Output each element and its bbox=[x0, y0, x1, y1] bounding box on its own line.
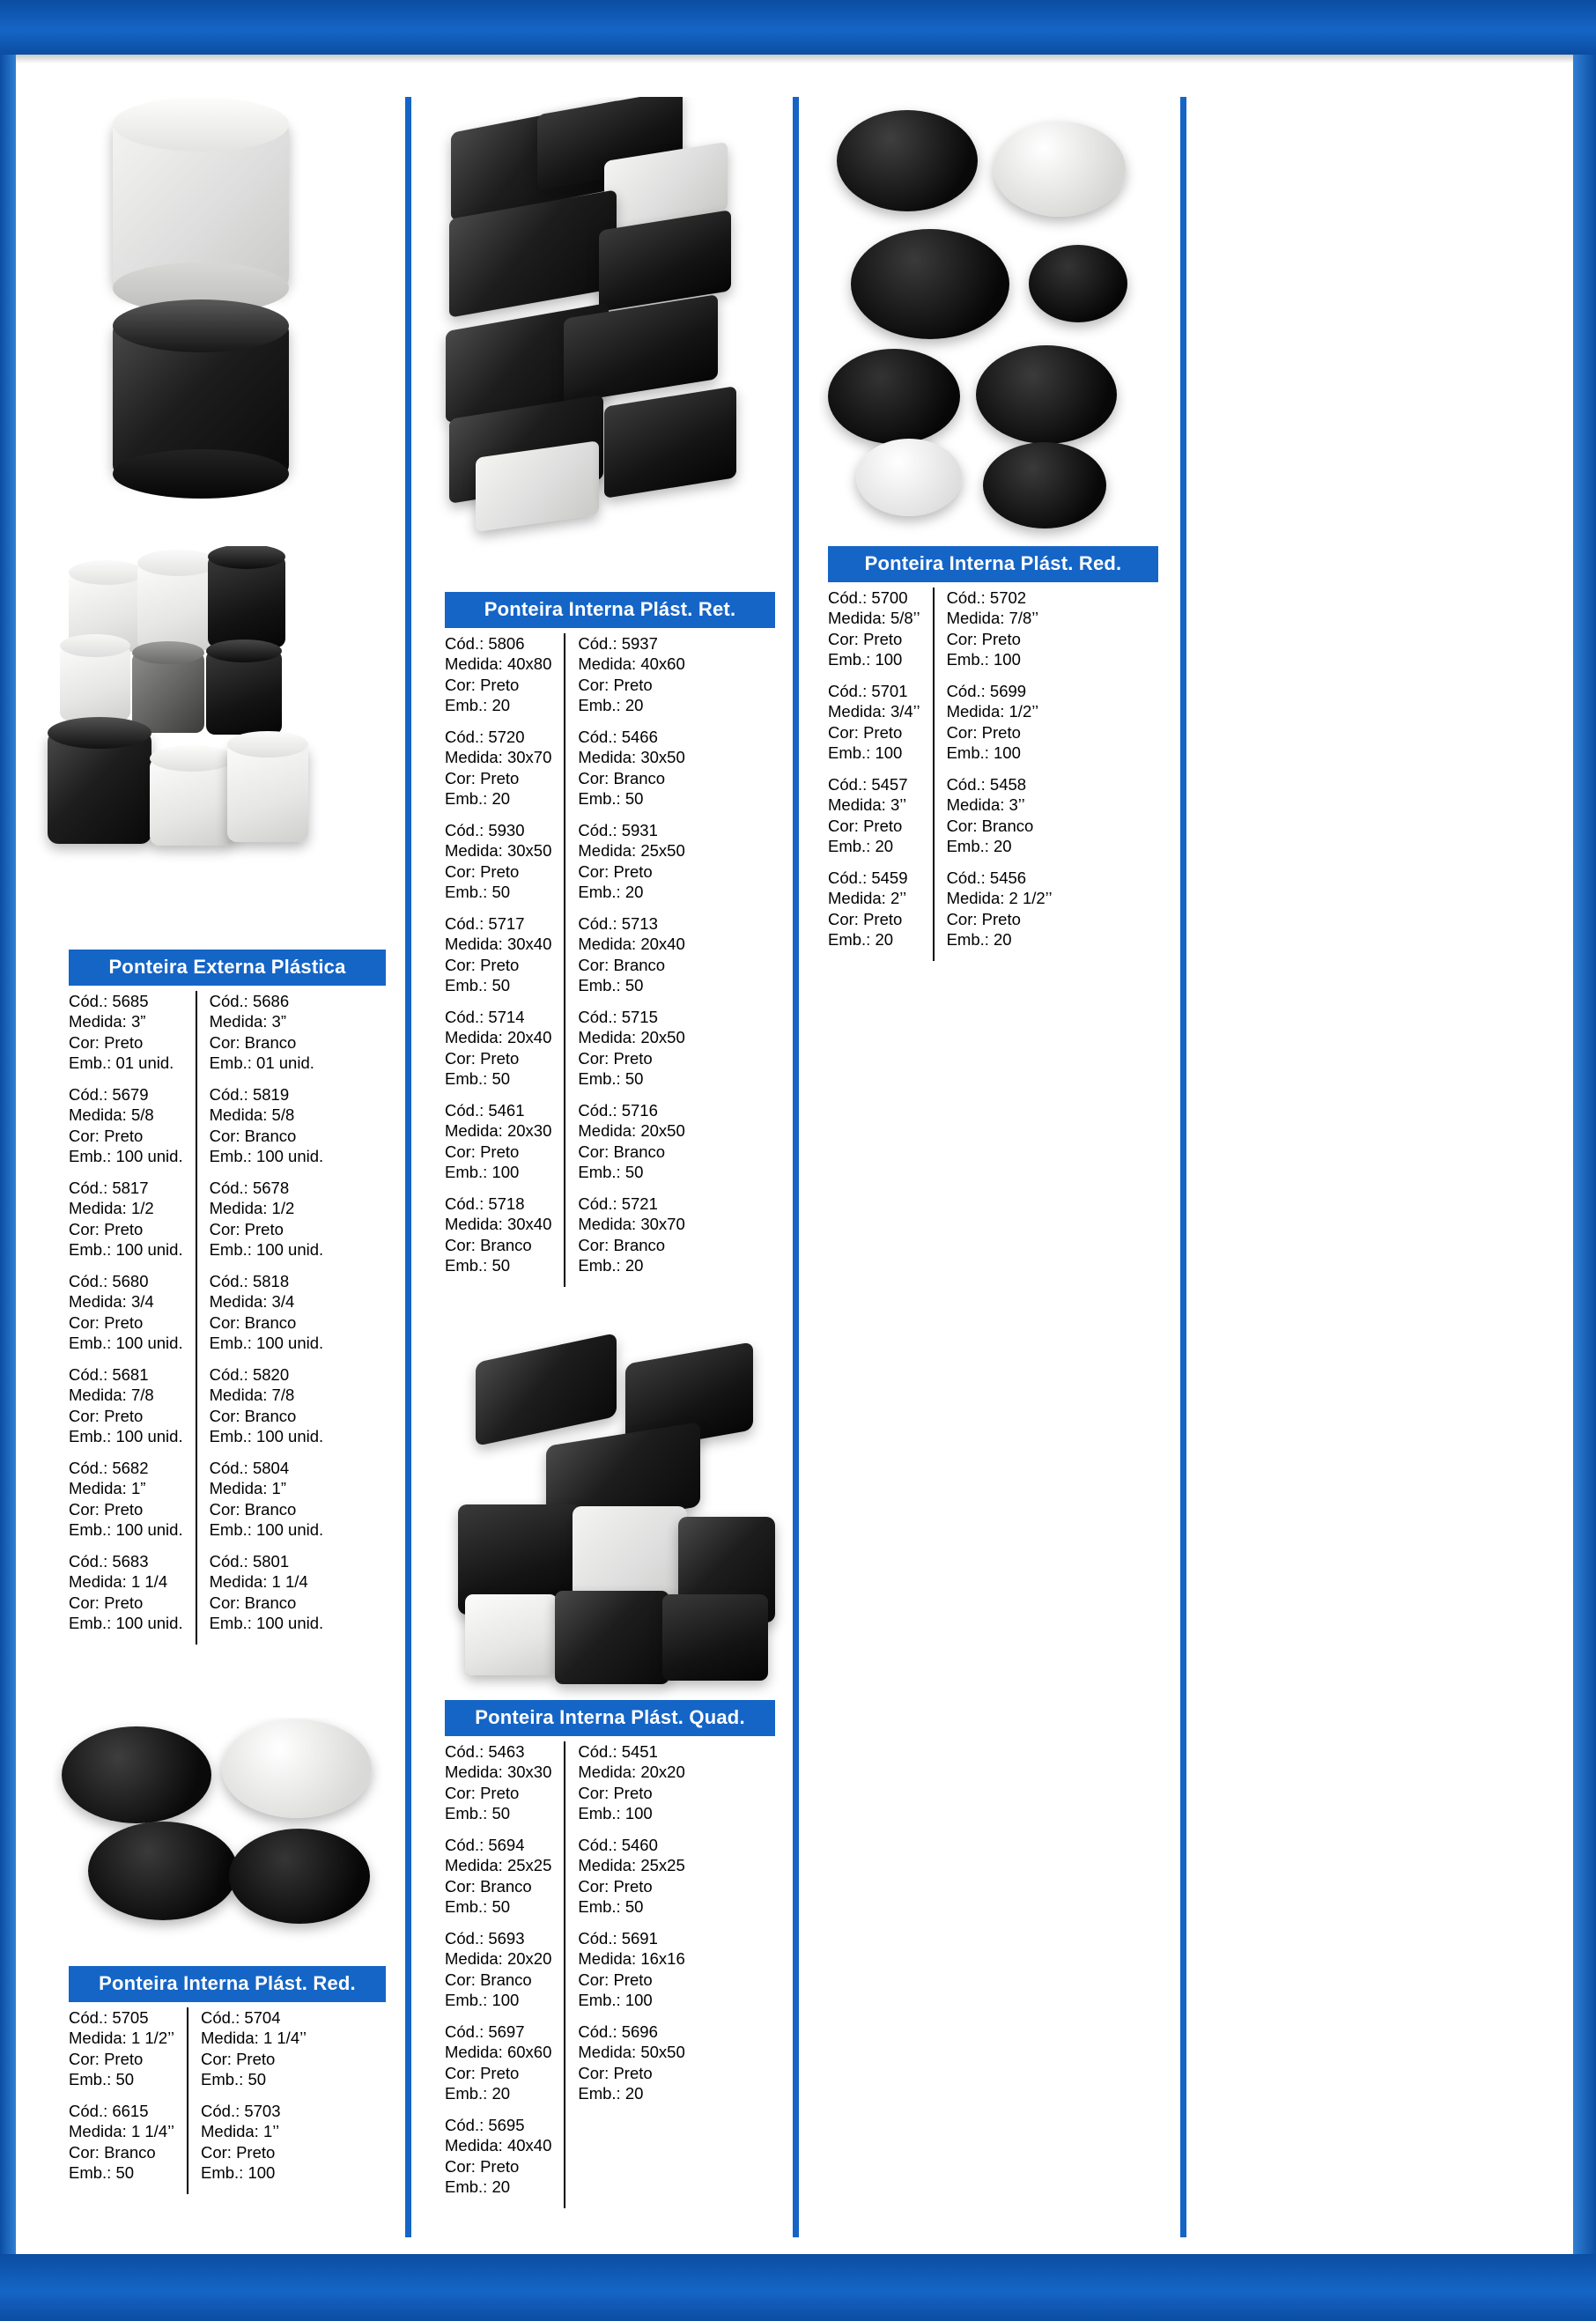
product-pack: Emb.: 100 unid. bbox=[209, 1147, 324, 1166]
product-size: Medida: 25x50 bbox=[578, 841, 685, 861]
product-pack: Emb.: 100 unid. bbox=[209, 1520, 324, 1540]
product-code: Cód.: 5804 bbox=[209, 1458, 290, 1477]
product-entry bbox=[445, 727, 551, 809]
product-size: Medida: 3/4 bbox=[209, 1292, 295, 1312]
product-entry bbox=[828, 681, 920, 764]
product-size: Medida: 7/8 bbox=[69, 1386, 154, 1405]
product-color: Cor: Preto bbox=[445, 768, 520, 787]
entry-column-left bbox=[445, 1741, 564, 2208]
product-color: Cor: Preto bbox=[578, 675, 653, 694]
product-size: Medida: 30x70 bbox=[445, 748, 552, 767]
product-size: Medida: 5/8 bbox=[69, 1105, 154, 1125]
entry-column-left bbox=[445, 633, 564, 1287]
product-pack: Emb.: 20 bbox=[578, 883, 644, 902]
product-color: Cor: Preto bbox=[69, 2049, 144, 2068]
product-size: Medida: 1 1/4’’ bbox=[201, 2029, 307, 2048]
product-size: Medida: 30x40 bbox=[445, 935, 552, 954]
section-title: Ponteira Externa Plástica bbox=[69, 950, 386, 986]
product-pack: Emb.: 100 unid. bbox=[69, 1147, 183, 1166]
photo-ponteira-interna-redonda bbox=[819, 97, 1171, 546]
product-entry bbox=[201, 2007, 307, 2090]
product-pack: Emb.: 100 bbox=[445, 1163, 520, 1182]
product-code: Cód.: 5693 bbox=[445, 1928, 525, 1948]
product-entry bbox=[69, 1084, 183, 1167]
product-pack: Emb.: 100 bbox=[828, 650, 903, 669]
product-code: Cód.: 5703 bbox=[201, 2101, 281, 2120]
page-right-edge bbox=[1573, 55, 1596, 2254]
entry-column-left bbox=[69, 991, 196, 1645]
section-ponteira-externa-plastica bbox=[69, 950, 386, 1645]
product-pack: Emb.: 20 bbox=[578, 1256, 644, 1275]
product-code: Cód.: 5682 bbox=[69, 1458, 149, 1477]
product-size: Medida: 1/2’’ bbox=[946, 702, 1039, 721]
product-color: Cor: Branco bbox=[578, 1142, 666, 1161]
product-size: Medida: 20x40 bbox=[445, 1028, 552, 1047]
photo-ponteira-externa-grandes bbox=[53, 97, 388, 590]
product-pack: Emb.: 100 bbox=[946, 743, 1021, 763]
product-pack: Emb.: 50 bbox=[445, 976, 511, 995]
product-code: Cód.: 5819 bbox=[209, 1084, 290, 1104]
product-color: Cor: Preto bbox=[828, 722, 903, 742]
photo-ponteira-interna-redonda-lower bbox=[53, 1718, 405, 1947]
product-pack: Emb.: 100 unid. bbox=[209, 1240, 324, 1260]
product-pack: Emb.: 50 bbox=[445, 1069, 511, 1089]
product-size: Medida: 1 1/4’’ bbox=[69, 2122, 174, 2141]
product-code: Cód.: 5457 bbox=[828, 774, 908, 794]
section-ponteira-interna-plast-red bbox=[828, 546, 1158, 961]
product-color: Cor: Preto bbox=[445, 675, 520, 694]
product-color: Cor: Preto bbox=[946, 909, 1021, 928]
product-color: Cor: Preto bbox=[828, 629, 903, 648]
product-code: Cód.: 5931 bbox=[578, 820, 658, 839]
product-entry bbox=[210, 1271, 324, 1354]
product-color: Cor: Branco bbox=[445, 1235, 532, 1254]
product-code: Cód.: 5704 bbox=[201, 2008, 281, 2027]
product-code: Cód.: 5691 bbox=[578, 1928, 658, 1948]
product-pack: Emb.: 20 bbox=[828, 837, 894, 856]
product-color: Cor: Preto bbox=[445, 955, 520, 974]
product-code: Cód.: 5717 bbox=[445, 913, 525, 933]
section-title: Ponteira Interna Plást. Red. bbox=[69, 1966, 386, 2002]
product-entry bbox=[445, 1928, 551, 2011]
product-pack: Emb.: 100 unid. bbox=[209, 1427, 324, 1446]
product-code: Cód.: 5818 bbox=[209, 1271, 290, 1290]
product-entry bbox=[445, 2115, 551, 2198]
section-ponteira-interna-plast-ret bbox=[445, 592, 775, 1287]
product-code: Cód.: 5702 bbox=[946, 588, 1027, 607]
product-code: Cód.: 5685 bbox=[69, 992, 149, 1010]
product-code: Cód.: 5930 bbox=[445, 820, 525, 839]
product-color: Cor: Branco bbox=[946, 816, 1034, 835]
product-code: Cód.: 5458 bbox=[946, 774, 1027, 794]
product-color: Cor: Preto bbox=[445, 2063, 520, 2082]
product-color: Cor: Branco bbox=[445, 1970, 532, 1989]
product-color: Cor: Preto bbox=[69, 1312, 144, 1332]
product-color: Cor: Preto bbox=[946, 722, 1021, 742]
product-color: Cor: Branco bbox=[69, 2142, 156, 2162]
product-entry bbox=[445, 633, 551, 716]
product-color: Cor: Preto bbox=[209, 1219, 284, 1238]
entry-column-left bbox=[69, 2007, 187, 2194]
product-color: Cor: Preto bbox=[578, 861, 653, 881]
product-code: Cód.: 5700 bbox=[828, 588, 908, 607]
product-code: Cód.: 5683 bbox=[69, 1551, 149, 1571]
product-pack: Emb.: 50 bbox=[578, 1897, 644, 1917]
product-size: Medida: 20x40 bbox=[578, 935, 685, 954]
product-pack: Emb.: 20 bbox=[445, 789, 511, 809]
product-entry bbox=[578, 820, 684, 903]
product-pack: Emb.: 100 unid. bbox=[69, 1427, 183, 1446]
product-color: Cor: Preto bbox=[946, 629, 1021, 648]
product-entry bbox=[578, 1741, 684, 1824]
product-color: Cor: Preto bbox=[828, 909, 903, 928]
product-entry bbox=[69, 2101, 174, 2184]
product-pack: Emb.: 50 bbox=[445, 1804, 511, 1823]
product-size: Medida: 7/8 bbox=[209, 1386, 295, 1405]
section-ponteira-interna-plast-red-lower bbox=[69, 1966, 386, 2194]
product-entry bbox=[578, 633, 684, 716]
entry-column-right bbox=[933, 588, 1053, 961]
product-pack: Emb.: 100 unid. bbox=[69, 1520, 183, 1540]
product-color: Cor: Branco bbox=[578, 955, 666, 974]
product-color: Cor: Preto bbox=[445, 1142, 520, 1161]
product-size: Medida: 40x80 bbox=[445, 654, 552, 674]
product-entry bbox=[947, 681, 1053, 764]
product-size: Medida: 60x60 bbox=[445, 2043, 552, 2062]
product-code: Cód.: 5806 bbox=[445, 634, 525, 653]
product-pack: Emb.: 50 bbox=[578, 1163, 644, 1182]
product-size: Medida: 1/2 bbox=[209, 1199, 295, 1218]
product-entry bbox=[69, 991, 183, 1074]
product-entry bbox=[69, 1364, 183, 1447]
product-color: Cor: Branco bbox=[209, 1032, 297, 1052]
product-code: Cód.: 5801 bbox=[209, 1551, 290, 1571]
product-pack: Emb.: 100 unid. bbox=[69, 1614, 183, 1633]
product-code: Cód.: 5459 bbox=[828, 868, 908, 887]
product-size: Medida: 20x30 bbox=[445, 1121, 552, 1141]
product-entry bbox=[828, 868, 920, 950]
product-size: Medida: 25x25 bbox=[445, 1856, 552, 1875]
product-pack: Emb.: 50 bbox=[69, 2070, 135, 2089]
product-size: Medida: 1’’ bbox=[201, 2122, 280, 2141]
product-size: Medida: 40x40 bbox=[445, 2136, 552, 2155]
product-entry bbox=[578, 1100, 684, 1183]
product-pack: Emb.: 20 bbox=[578, 696, 644, 715]
product-code: Cód.: 5680 bbox=[69, 1271, 149, 1290]
product-entry bbox=[210, 1551, 324, 1634]
product-color: Cor: Branco bbox=[209, 1593, 297, 1612]
product-size: Medida: 3/4’’ bbox=[828, 702, 920, 721]
product-code: Cód.: 5463 bbox=[445, 1742, 525, 1761]
product-pack: Emb.: 50 bbox=[578, 976, 644, 995]
entry-column-right bbox=[187, 2007, 307, 2194]
product-color: Cor: Branco bbox=[209, 1312, 297, 1332]
product-code: Cód.: 6615 bbox=[69, 2101, 149, 2120]
product-size: Medida: 2 1/2’’ bbox=[946, 889, 1053, 908]
product-color: Cor: Preto bbox=[828, 816, 903, 835]
product-size: Medida: 3’’ bbox=[946, 795, 1025, 815]
product-size: Medida: 20x50 bbox=[578, 1028, 685, 1047]
product-color: Cor: Preto bbox=[578, 1048, 653, 1068]
photo-ponteira-interna-quadrada bbox=[440, 1330, 793, 1700]
product-pack: Emb.: 100 bbox=[946, 650, 1021, 669]
product-code: Cód.: 5695 bbox=[445, 2115, 525, 2134]
product-color: Cor: Preto bbox=[445, 1783, 520, 1802]
product-pack: Emb.: 20 bbox=[946, 837, 1012, 856]
product-code: Cód.: 5820 bbox=[209, 1364, 290, 1384]
product-color: Cor: Preto bbox=[201, 2049, 276, 2068]
product-color: Cor: Branco bbox=[578, 768, 666, 787]
product-size: Medida: 3’’ bbox=[828, 795, 907, 815]
section-title: Ponteira Interna Plást. Red. bbox=[828, 546, 1158, 582]
product-code: Cód.: 5705 bbox=[69, 2008, 149, 2027]
product-pack: Emb.: 100 unid. bbox=[69, 1334, 183, 1353]
product-color: Cor: Preto bbox=[445, 2156, 520, 2176]
product-pack: Emb.: 100 bbox=[445, 1991, 520, 2010]
product-size: Medida: 20x20 bbox=[445, 1949, 552, 1969]
product-color: Cor: Preto bbox=[445, 861, 520, 881]
product-pack: Emb.: 20 bbox=[445, 2084, 511, 2103]
product-entry bbox=[201, 2101, 307, 2184]
product-entry bbox=[828, 774, 920, 857]
product-size: Medida: 1 1/4 bbox=[69, 1572, 168, 1592]
product-pack: Emb.: 50 bbox=[578, 789, 644, 809]
product-size: Medida: 7/8’’ bbox=[946, 609, 1039, 628]
product-size: Medida: 1 1/4 bbox=[209, 1572, 308, 1592]
product-entry bbox=[578, 727, 684, 809]
product-entry bbox=[445, 913, 551, 996]
product-pack: Emb.: 100 unid. bbox=[209, 1334, 324, 1353]
product-size: Medida: 40x60 bbox=[578, 654, 685, 674]
product-entry bbox=[210, 1178, 324, 1260]
product-entry bbox=[578, 913, 684, 996]
product-code: Cód.: 5696 bbox=[578, 2022, 658, 2041]
product-code: Cód.: 5697 bbox=[445, 2022, 525, 2041]
product-entry bbox=[210, 1084, 324, 1167]
product-entry bbox=[69, 1271, 183, 1354]
product-code: Cód.: 5679 bbox=[69, 1084, 149, 1104]
product-size: Medida: 2’’ bbox=[828, 889, 907, 908]
product-pack: Emb.: 100 bbox=[578, 1991, 653, 2010]
product-size: Medida: 5/8 bbox=[209, 1105, 295, 1125]
product-color: Cor: Branco bbox=[209, 1126, 297, 1145]
product-pack: Emb.: 50 bbox=[445, 1897, 511, 1917]
product-pack: Emb.: 50 bbox=[445, 1256, 511, 1275]
product-entry bbox=[947, 868, 1053, 950]
product-code: Cód.: 5456 bbox=[946, 868, 1027, 887]
product-code: Cód.: 5678 bbox=[209, 1178, 290, 1197]
product-code: Cód.: 5720 bbox=[445, 727, 525, 746]
column-rule-middle bbox=[793, 97, 799, 2237]
product-entry bbox=[947, 774, 1053, 857]
product-color: Cor: Preto bbox=[445, 1048, 520, 1068]
product-code: Cód.: 5716 bbox=[578, 1100, 658, 1120]
product-size: Medida: 30x50 bbox=[578, 748, 685, 767]
product-pack: Emb.: 20 bbox=[946, 930, 1012, 950]
product-entry bbox=[578, 1007, 684, 1090]
product-color: Cor: Preto bbox=[69, 1032, 144, 1052]
product-code: Cód.: 5694 bbox=[445, 1835, 525, 1854]
product-size: Medida: 3” bbox=[209, 1012, 286, 1031]
product-pack: Emb.: 01 unid. bbox=[69, 1053, 174, 1073]
product-entry bbox=[578, 2022, 684, 2104]
entry-column-left bbox=[828, 588, 933, 961]
product-code: Cód.: 5699 bbox=[946, 681, 1027, 700]
product-entry bbox=[69, 1458, 183, 1541]
product-pack: Emb.: 20 bbox=[445, 696, 511, 715]
product-code: Cód.: 5686 bbox=[209, 992, 290, 1010]
product-pack: Emb.: 100 unid. bbox=[69, 1240, 183, 1260]
page-top-banner bbox=[0, 0, 1596, 55]
product-pack: Emb.: 100 bbox=[201, 2163, 276, 2183]
photo-ponteira-externa-grupo bbox=[26, 546, 396, 925]
product-pack: Emb.: 50 bbox=[69, 2163, 135, 2183]
product-size: Medida: 5/8’’ bbox=[828, 609, 920, 628]
product-code: Cód.: 5460 bbox=[578, 1835, 658, 1854]
product-color: Cor: Preto bbox=[69, 1593, 144, 1612]
product-entry bbox=[828, 588, 920, 670]
product-code: Cód.: 5681 bbox=[69, 1364, 149, 1384]
product-pack: Emb.: 100 unid. bbox=[209, 1614, 324, 1633]
product-color: Cor: Branco bbox=[578, 1235, 666, 1254]
product-pack: Emb.: 100 bbox=[578, 1804, 653, 1823]
product-code: Cód.: 5461 bbox=[445, 1100, 525, 1120]
product-entry bbox=[578, 1194, 684, 1276]
product-code: Cód.: 5701 bbox=[828, 681, 908, 700]
product-code: Cód.: 5715 bbox=[578, 1007, 658, 1026]
product-entry bbox=[578, 1928, 684, 2011]
product-size: Medida: 30x50 bbox=[445, 841, 552, 861]
product-pack: Emb.: 100 bbox=[828, 743, 903, 763]
product-entry bbox=[69, 1551, 183, 1634]
product-code: Cód.: 5714 bbox=[445, 1007, 525, 1026]
product-entry bbox=[445, 2022, 551, 2104]
product-color: Cor: Preto bbox=[69, 1406, 144, 1425]
product-size: Medida: 30x70 bbox=[578, 1215, 685, 1234]
product-entry bbox=[69, 2007, 174, 2090]
product-color: Cor: Preto bbox=[578, 2063, 653, 2082]
photo-ponteira-interna-retangular bbox=[432, 97, 784, 590]
product-size: Medida: 30x40 bbox=[445, 1215, 552, 1234]
product-pack: Emb.: 01 unid. bbox=[209, 1053, 314, 1073]
product-entry bbox=[947, 588, 1053, 670]
product-size: Medida: 16x16 bbox=[578, 1949, 685, 1969]
product-color: Cor: Preto bbox=[578, 1876, 653, 1896]
product-pack: Emb.: 20 bbox=[578, 2084, 644, 2103]
section-title: Ponteira Interna Plást. Ret. bbox=[445, 592, 775, 628]
product-pack: Emb.: 50 bbox=[445, 883, 511, 902]
product-size: Medida: 1” bbox=[69, 1479, 146, 1498]
page-top-banner-shadow bbox=[0, 55, 1596, 63]
column-rule-left bbox=[405, 97, 411, 2237]
product-entry bbox=[210, 1364, 324, 1447]
product-entry bbox=[445, 820, 551, 903]
entry-column-right bbox=[196, 991, 324, 1645]
product-size: Medida: 30x30 bbox=[445, 1763, 552, 1782]
product-pack: Emb.: 50 bbox=[201, 2070, 267, 2089]
product-size: Medida: 20x50 bbox=[578, 1121, 685, 1141]
product-entry bbox=[578, 1835, 684, 1918]
product-size: Medida: 3/4 bbox=[69, 1292, 154, 1312]
product-entry bbox=[445, 1194, 551, 1276]
product-code: Cód.: 5937 bbox=[578, 634, 658, 653]
product-size: Medida: 3” bbox=[69, 1012, 146, 1031]
product-size: Medida: 1 1/2’’ bbox=[69, 2029, 174, 2048]
page-left-edge bbox=[0, 55, 16, 2254]
product-code: Cód.: 5466 bbox=[578, 727, 658, 746]
product-color: Cor: Preto bbox=[578, 1970, 653, 1989]
product-size: Medida: 50x50 bbox=[578, 2043, 685, 2062]
column-rule-right bbox=[1180, 97, 1186, 2237]
page-bottom-banner bbox=[0, 2254, 1596, 2321]
product-entry bbox=[445, 1007, 551, 1090]
product-color: Cor: Preto bbox=[69, 1219, 144, 1238]
product-entry bbox=[445, 1835, 551, 1918]
product-pack: Emb.: 20 bbox=[828, 930, 894, 950]
entry-column-right bbox=[564, 1741, 684, 2208]
product-pack: Emb.: 20 bbox=[445, 2177, 511, 2197]
product-entry bbox=[210, 991, 324, 1074]
product-color: Cor: Branco bbox=[209, 1499, 297, 1519]
product-size: Medida: 1/2 bbox=[69, 1199, 154, 1218]
product-color: Cor: Preto bbox=[69, 1126, 144, 1145]
product-entry bbox=[69, 1178, 183, 1260]
product-color: Cor: Preto bbox=[69, 1499, 144, 1519]
product-code: Cód.: 5713 bbox=[578, 913, 658, 933]
product-code: Cód.: 5718 bbox=[445, 1194, 525, 1213]
product-size: Medida: 25x25 bbox=[578, 1856, 685, 1875]
product-code: Cód.: 5451 bbox=[578, 1742, 658, 1761]
product-color: Cor: Preto bbox=[201, 2142, 276, 2162]
product-color: Cor: Branco bbox=[445, 1876, 532, 1896]
product-entry bbox=[445, 1741, 551, 1824]
product-code: Cód.: 5721 bbox=[578, 1194, 658, 1213]
product-pack: Emb.: 50 bbox=[578, 1069, 644, 1089]
section-ponteira-interna-plast-quad bbox=[445, 1700, 775, 2208]
product-entry bbox=[210, 1458, 324, 1541]
section-title: Ponteira Interna Plást. Quad. bbox=[445, 1700, 775, 1736]
product-size: Medida: 20x20 bbox=[578, 1763, 685, 1782]
product-entry bbox=[445, 1100, 551, 1183]
entry-column-right bbox=[564, 633, 684, 1287]
product-color: Cor: Preto bbox=[578, 1783, 653, 1802]
product-code: Cód.: 5817 bbox=[69, 1178, 149, 1197]
product-size: Medida: 1” bbox=[209, 1479, 286, 1498]
product-color: Cor: Branco bbox=[209, 1406, 297, 1425]
